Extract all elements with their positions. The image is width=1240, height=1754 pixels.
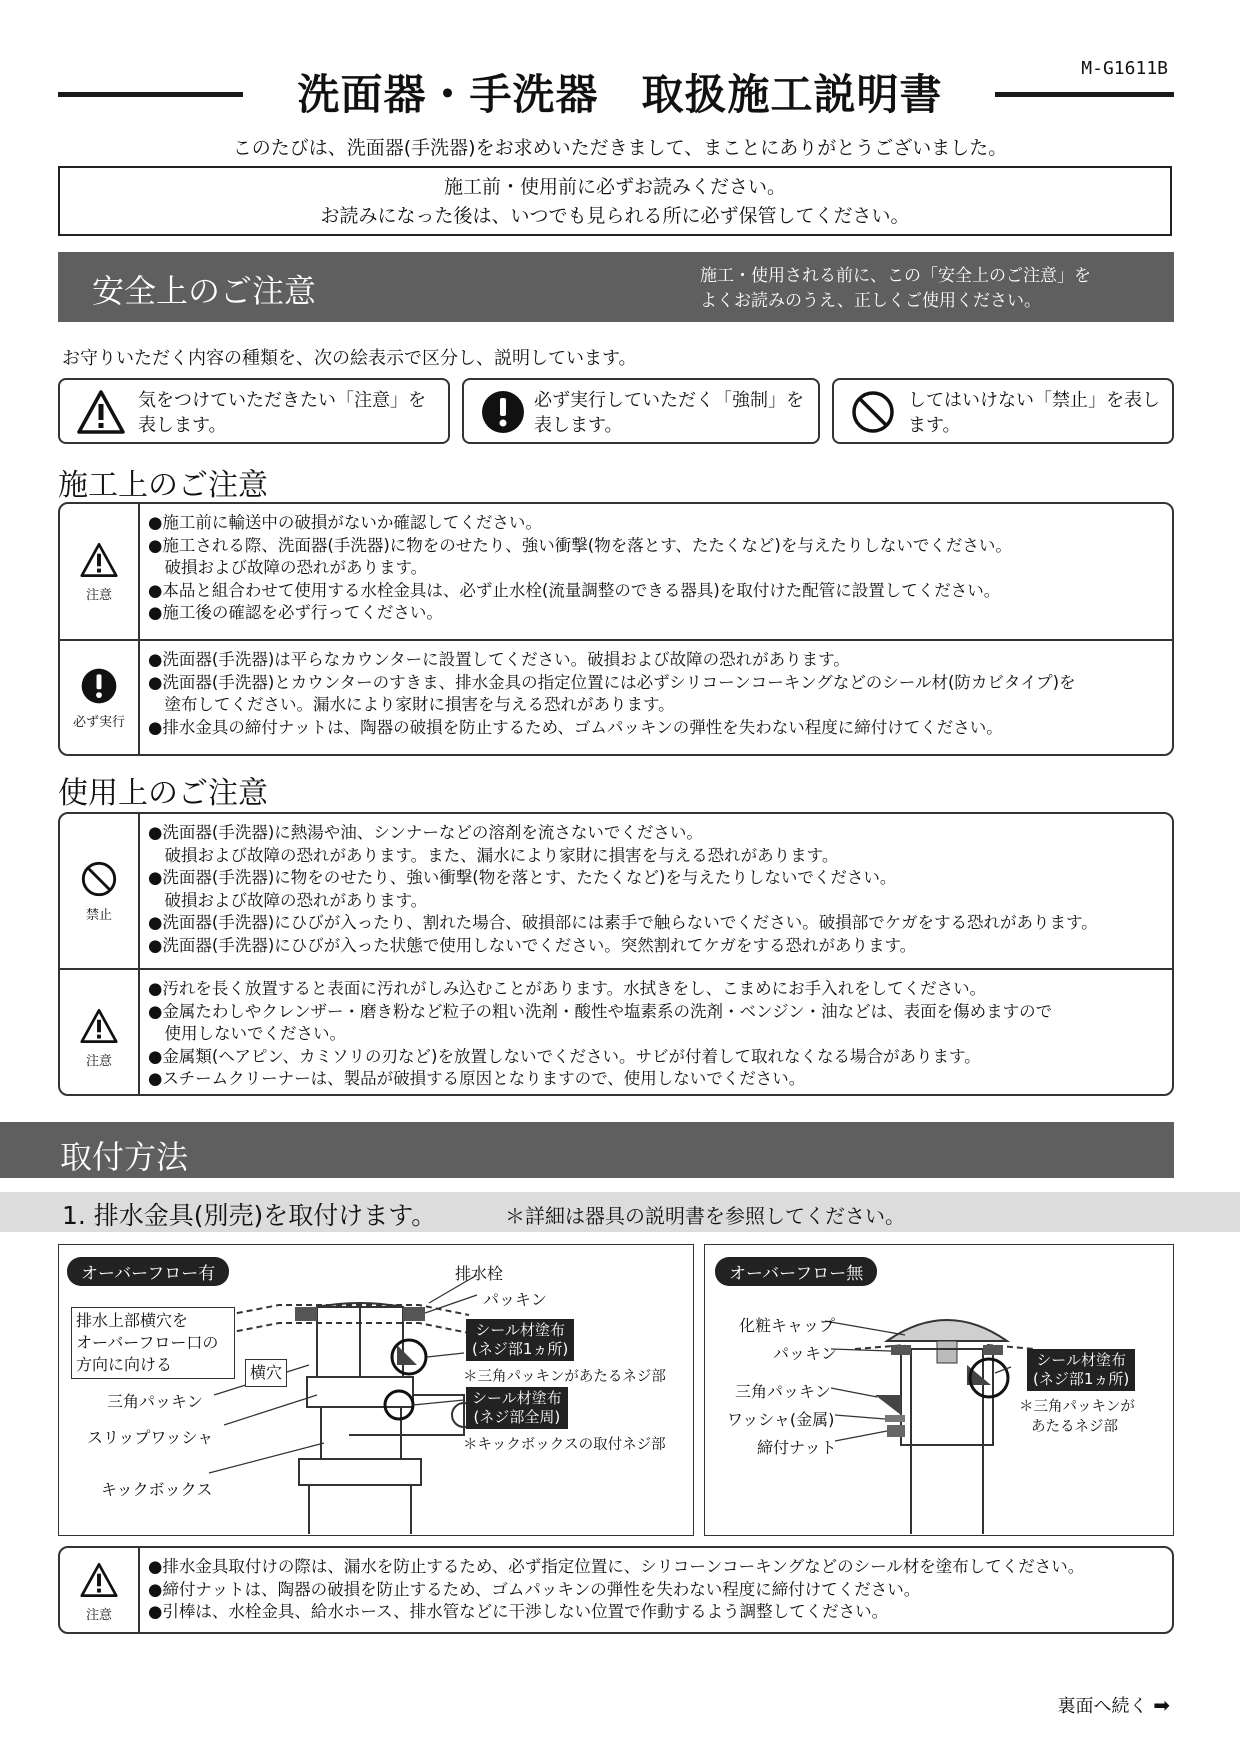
prohibited-icon (80, 860, 118, 898)
install-mandatory-label: 必ず実行 (72, 715, 125, 730)
install-notes-table (58, 502, 1174, 756)
mounting-heading: 取付方法 (60, 1138, 189, 1176)
mandatory-icon (480, 389, 526, 435)
seal2-note: ＊キックボックスの取付ネジ部 (463, 1437, 666, 1453)
figure-with-overflow (58, 1244, 694, 1536)
arrow-right-icon: ➡ (1153, 1693, 1170, 1717)
legend-prohibited-text (908, 388, 1160, 438)
continue-text: 裏面へ続く (1057, 1696, 1148, 1717)
use-notes-table (58, 812, 1174, 1096)
note-line: ●汚れを長く放置すると表面に汚れがしみ込むことがあります。水拭きをし、こまめにお手入れをしてください。 (148, 979, 987, 998)
mounting-heading-band (0, 1122, 1174, 1178)
note-line: ●洗面器(手洗器)とカウンターのすきま、排水金具の指定位置には必ずシリコーンコーキングなどのシール材(防カビタイプ)を (148, 672, 1076, 692)
use-prohibited-icon-cell (60, 814, 140, 968)
caution-icon (79, 542, 119, 578)
use-prohibited-text (148, 814, 1172, 965)
mounting-caution-icon-cell (60, 1548, 140, 1632)
label-drain-plug: 排水栓 (455, 1264, 504, 1283)
seal-right-note-line2: あたるネジ部 (1031, 1419, 1118, 1435)
note-line: ●排水金具の締付ナットは、陶器の破損を防止するため、ゴムパッキンの弾性を失わない程度に締付けてください。 (148, 717, 1003, 737)
legend-prohibited (832, 378, 1174, 444)
seal-right-line2: (ネジ部1ヵ所) (1033, 1370, 1130, 1388)
prohibited-icon (850, 389, 896, 435)
note-line: ●本品と組合わせて使用する水栓金具は、必ず止水栓(流量調整のできる器具)を取付けた配管に設置してください。 (148, 580, 1001, 600)
read-notice-line1: 施工前・使用前に必ずお読みください。 (443, 176, 786, 198)
seal2-line2: (ネジ部全周) (473, 1408, 561, 1426)
hole-note-line1: 排水上部横穴を (76, 1311, 189, 1330)
note-line: ●洗面器(手洗器)にひびが入った状態で使用しないでください。突然割れてケガをする恐れがあります。 (148, 935, 917, 955)
use-caution-label: 注意 (85, 1054, 112, 1069)
note-line: ●洗面器(手洗器)は平らなカウンターに設置してください。破損および故障の恐れがあります。 (148, 650, 850, 669)
label-nut: 締付ナット (757, 1438, 837, 1457)
install-mandatory-text (148, 641, 1172, 747)
mounting-caution-row (60, 1548, 1172, 1632)
hole-note-line2: オーバーフロー口の (76, 1333, 219, 1352)
label-triangle-packing-right: 三角パッキン (735, 1382, 831, 1401)
legend-mandatory (462, 378, 820, 444)
note-line: 破損および故障の恐れがあります。 (148, 558, 428, 577)
overflow-no-label: オーバーフロー無 (715, 1257, 877, 1286)
legend-mandatory-text (534, 388, 804, 438)
thanks-message: このたびは、洗面器(手洗器)をお求めいただきまして、まことにありがとうございました。 (232, 137, 1008, 159)
label-kick-box: キックボックス (101, 1480, 213, 1499)
hole-direction-note (71, 1307, 235, 1379)
safety-heading: 安全上のご注意 (92, 272, 317, 310)
overflow-yes-label: オーバーフロー有 (67, 1257, 229, 1286)
document-title: 洗面器・手洗器 取扱施工説明書 (297, 70, 943, 119)
install-caution-row (60, 504, 1172, 639)
legend-caution (58, 378, 450, 444)
install-caution-text (148, 504, 1172, 633)
step1-note: ＊詳細は器具の説明書を参照してください。 (505, 1204, 905, 1228)
note-line: ●排水金具取付けの際は、漏水を防止するため、必ず指定位置に、シリコーンコーキングなどのシール材を塗布してください。 (148, 1557, 1085, 1576)
mounting-caution-table (58, 1546, 1174, 1634)
mounting-caution-text (148, 1548, 1172, 1632)
mandatory-icon (80, 667, 118, 705)
seal2-line1: シール材塗布 (472, 1389, 562, 1407)
hole-note-line3: 方向に向ける (76, 1355, 173, 1374)
mounting-caution-label: 注意 (85, 1608, 112, 1623)
install-notes-heading: 施工上のご注意 (58, 468, 268, 503)
install-mandatory-icon-cell (60, 641, 140, 756)
continue-note (1058, 1692, 1171, 1718)
safety-subtext (700, 264, 1091, 314)
legend-prohibited-line1: してはいけない「禁止」を表し (908, 390, 1160, 411)
note-line: ●施工される際、洗面器(手洗器)に物をのせたり、強い衝撃(物を落とす、たたくなど)を与えたりしないでください。 (148, 535, 1012, 555)
seal1-line1: シール材塗布 (475, 1321, 565, 1339)
label-triangle-packing: 三角パッキン (107, 1392, 203, 1411)
use-caution-row (60, 968, 1172, 1096)
note-line: 塗布してください。漏水により家財に損害を与える恐れがあります。 (148, 695, 675, 714)
seal1-line2: (ネジ部1ヵ所) (472, 1340, 569, 1358)
step1-title: 1. 排水金具(別売)を取付けます。 (62, 1201, 437, 1230)
note-line: 使用しないでください。 (148, 1024, 346, 1043)
note-line: ●施工後の確認を必ず行ってください。 (148, 603, 443, 622)
caution-icon (79, 1562, 119, 1598)
note-line: ●金属たわしやクレンザー・磨き粉など粒子の粗い洗剤・酸性や塩素系の洗剤・ベンジン・油などは、表面を傷めますので (148, 1001, 1053, 1021)
note-line: ●金属類(ヘアピン、カミソリの刃など)を放置しないでください。サビが付着して取れなくなる場合があります。 (148, 1046, 981, 1066)
install-mandatory-row (60, 639, 1172, 756)
label-slip-washer: スリップワッシャ (87, 1428, 214, 1447)
seal-full-badge (466, 1387, 568, 1429)
seal-right-note-line1: ＊三角パッキンが (1019, 1399, 1135, 1415)
legend-caution-text (138, 388, 426, 438)
caution-icon (79, 1008, 119, 1044)
label-washer: ワッシャ(金属) (727, 1410, 835, 1429)
note-line: ●施工前に輸送中の破損がないか確認してください。 (148, 513, 542, 532)
legend-prohibited-line2: ます。 (908, 415, 961, 436)
legend-intro: お守りいただく内容の種類を、次の絵表示で区分し、説明しています。 (62, 348, 637, 369)
legend-mandatory-line1: 必ず実行していただく「強制」を (534, 390, 804, 411)
use-prohibited-label: 禁止 (85, 908, 112, 923)
use-notes-heading: 使用上のご注意 (58, 776, 268, 811)
use-caution-icon-cell (60, 970, 140, 1096)
use-prohibited-row (60, 814, 1172, 968)
safety-subtext-line2: よくお読みのうえ、正しくご使用ください。 (700, 291, 1042, 311)
legend-caution-line2: 表します。 (138, 415, 227, 436)
note-line: 破損および故障の恐れがあります。 (148, 890, 428, 910)
step1-bar (0, 1192, 1240, 1232)
note-line: ●洗面器(手洗器)に物をのせたり、強い衝撃(物を落とす、たたくなど)を与えたりしないでください。 (148, 868, 897, 887)
note-line: ●引棒は、水栓金具、給水ホース、排水管などに干渉しない位置で作動するよう調整してください。 (148, 1602, 889, 1621)
side-hole-label: 横穴 (245, 1359, 287, 1387)
seal-right-note (1019, 1397, 1135, 1437)
note-line: ●締付ナットは、陶器の破損を防止するため、ゴムパッキンの弾性を失わない程度に締付けてください。 (148, 1579, 921, 1599)
note-line: ●スチームクリーナーは、製品が破損する原因となりますので、使用しないでください。 (148, 1069, 806, 1088)
seal-right-line1: シール材塗布 (1036, 1351, 1126, 1369)
safety-heading-band (58, 252, 1174, 322)
safety-subtext-line1: 施工・使用される前に、この「安全上のご注意」を (700, 266, 1091, 286)
label-packing: パッキン (483, 1290, 547, 1309)
caution-icon (76, 389, 126, 435)
install-caution-label: 注意 (85, 588, 112, 603)
legend-caution-line1: 気をつけていただきたい「注意」を (138, 390, 426, 411)
note-line: ●洗面器(手洗器)に熱湯や油、シンナーなどの溶剤を流さないでください。 (148, 823, 703, 842)
seal1-note: ＊三角パッキンがあたるネジ部 (463, 1369, 666, 1385)
document-number: M-G1611B (1081, 58, 1168, 79)
note-line: ●洗面器(手洗器)にひびが入ったり、割れた場合、破損部には素手で触らないでください。破損部でケガをする恐れがあります。 (148, 913, 1098, 932)
label-cap: 化粧キャップ (739, 1316, 836, 1335)
figure-without-overflow (704, 1244, 1174, 1536)
seal-right-badge (1027, 1349, 1135, 1391)
read-notice-box (58, 166, 1172, 236)
install-caution-icon-cell (60, 504, 140, 639)
note-line: 破損および故障の恐れがあります。また、漏水により家財に損害を与える恐れがあります。 (148, 845, 839, 865)
read-notice-line2: お読みになった後は、いつでも見られる所に必ず保管してください。 (320, 205, 910, 227)
label-packing-right: パッキン (773, 1344, 837, 1363)
seal-one-spot-badge (466, 1319, 574, 1361)
legend-mandatory-line2: 表します。 (534, 415, 623, 436)
use-caution-text (148, 970, 1172, 1096)
